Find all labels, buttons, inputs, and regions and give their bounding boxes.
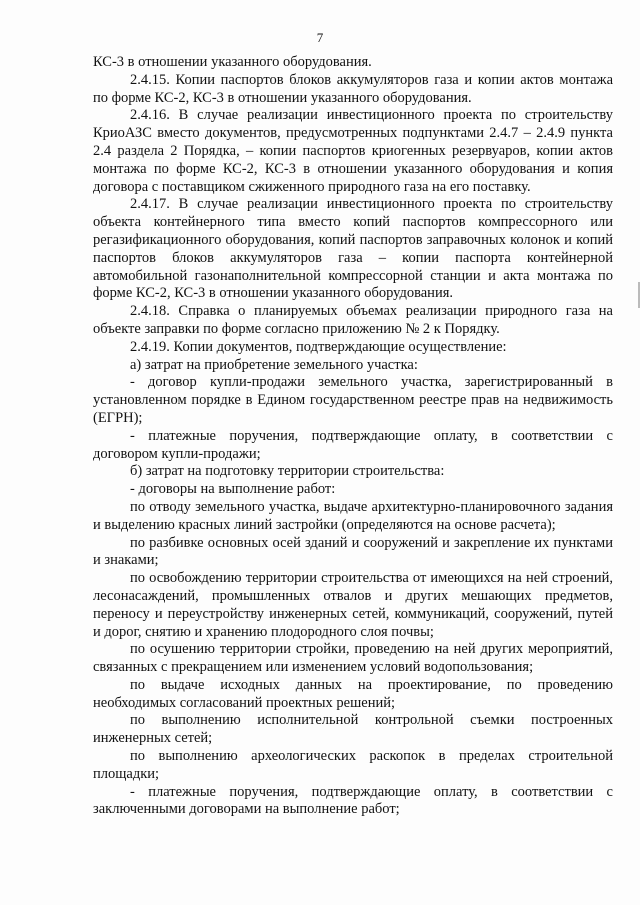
list-item-site-drainage: по осушению территории стройки, проведению на ней других мероприятий, связанных с прекращением или изменением условий водопользования; [93, 641, 613, 676]
list-item-axis-layout: по разбивке основных осей зданий и сооружений и закрепление их пунктами и знаками; [93, 534, 613, 569]
paragraph-2-4-18: 2.4.18. Справка о планируемых объемах реализации природного газа на объекте заправки по форме согласно приложению № 2 к Порядку. [93, 303, 613, 337]
list-item-survey: по выполнению исполнительной контрольной съемки построенных инженерных сетей; [93, 712, 613, 747]
list-item-purchase-contract: - договор купли-продажи земельного участка, зарегистрированный в установленном порядке в Едином государственном реестре прав на недвижимость (ЕГРН); [93, 374, 613, 426]
list-item-site-clearing: по освобождению территории строительства от имеющихся на ней строений, лесонасаждений, промышленных отвалов и других мешающих предметов, переносу и переустройству инженерных сетей, коммуникаций, сооружений, путей и дорог, снятию и хранению плодородного слоя почвы; [93, 570, 613, 640]
document-body [93, 54, 613, 819]
paragraph-2-4-15: 2.4.15. Копии паспортов блоков аккумуляторов газа и копии актов монтажа по форме КС-2, КС-3 в отношении указанного оборудования. [93, 71, 613, 106]
list-item-b-site-preparation: б) затрат на подготовку территории строительства: [130, 463, 445, 480]
list-item-archaeology: по выполнению археологических раскопок в пределах строительной площадки; [93, 748, 613, 782]
paragraph-ks3-continuation: КС-3 в отношении указанного оборудования. [93, 54, 372, 70]
page-number: 7 [316, 30, 324, 45]
list-item-design-input-data: по выдаче исходных данных на проектирование, по проведению необходимых согласований проектных решений; [93, 676, 613, 711]
paragraph-2-4-19: 2.4.19. Копии документов, подтверждающие осуществление: [130, 338, 507, 355]
paragraph-2-4-16: 2.4.16. В случае реализации инвестиционного проекта по строительству КриоАЗС вместо документов, предусмотренных подпунктами 2.4.7 – 2.4.9 пункта 2.4 раздела 2 Порядка, – копии паспортов криогенных резервуаров, копии актов монтажа по форме КС-2, КС-3 в отношении указанного оборудования и копия договора с поставщиком сжиженного природного газа на его поставку. [93, 107, 613, 195]
list-item-work-contracts: - договоры на выполнение работ: [130, 481, 336, 498]
paragraph-2-4-17: 2.4.17. В случае реализации инвестиционного проекта по строительству объекта контейнерного типа вместо копий паспортов компрессорного или регазификационного оборудования, копий паспортов заправочных колонок и копий паспортов блоков аккумуляторов газа – копии паспорта контейнерной автомобильной газонаполнительной компрессорной станции и акта монтажа по форме КС-2, КС-3 в отношении указанного оборудования. [93, 196, 613, 302]
list-item-a-land-costs: а) затрат на приобретение земельного участка: [130, 356, 418, 373]
list-item-land-allotment: по отводу земельного участка, выдаче архитектурно-планировочного задания и выделению красных линий застройки (определяются на основе расчета); [93, 498, 613, 533]
list-item-payment-orders-works: - платежные поручения, подтверждающие оплату, в соответствии с заключенными договорами на выполнение работ; [93, 783, 613, 818]
list-item-payment-orders-purchase: - платежные поручения, подтверждающие оплату, в соответствии с договором купли-продажи; [93, 427, 613, 462]
